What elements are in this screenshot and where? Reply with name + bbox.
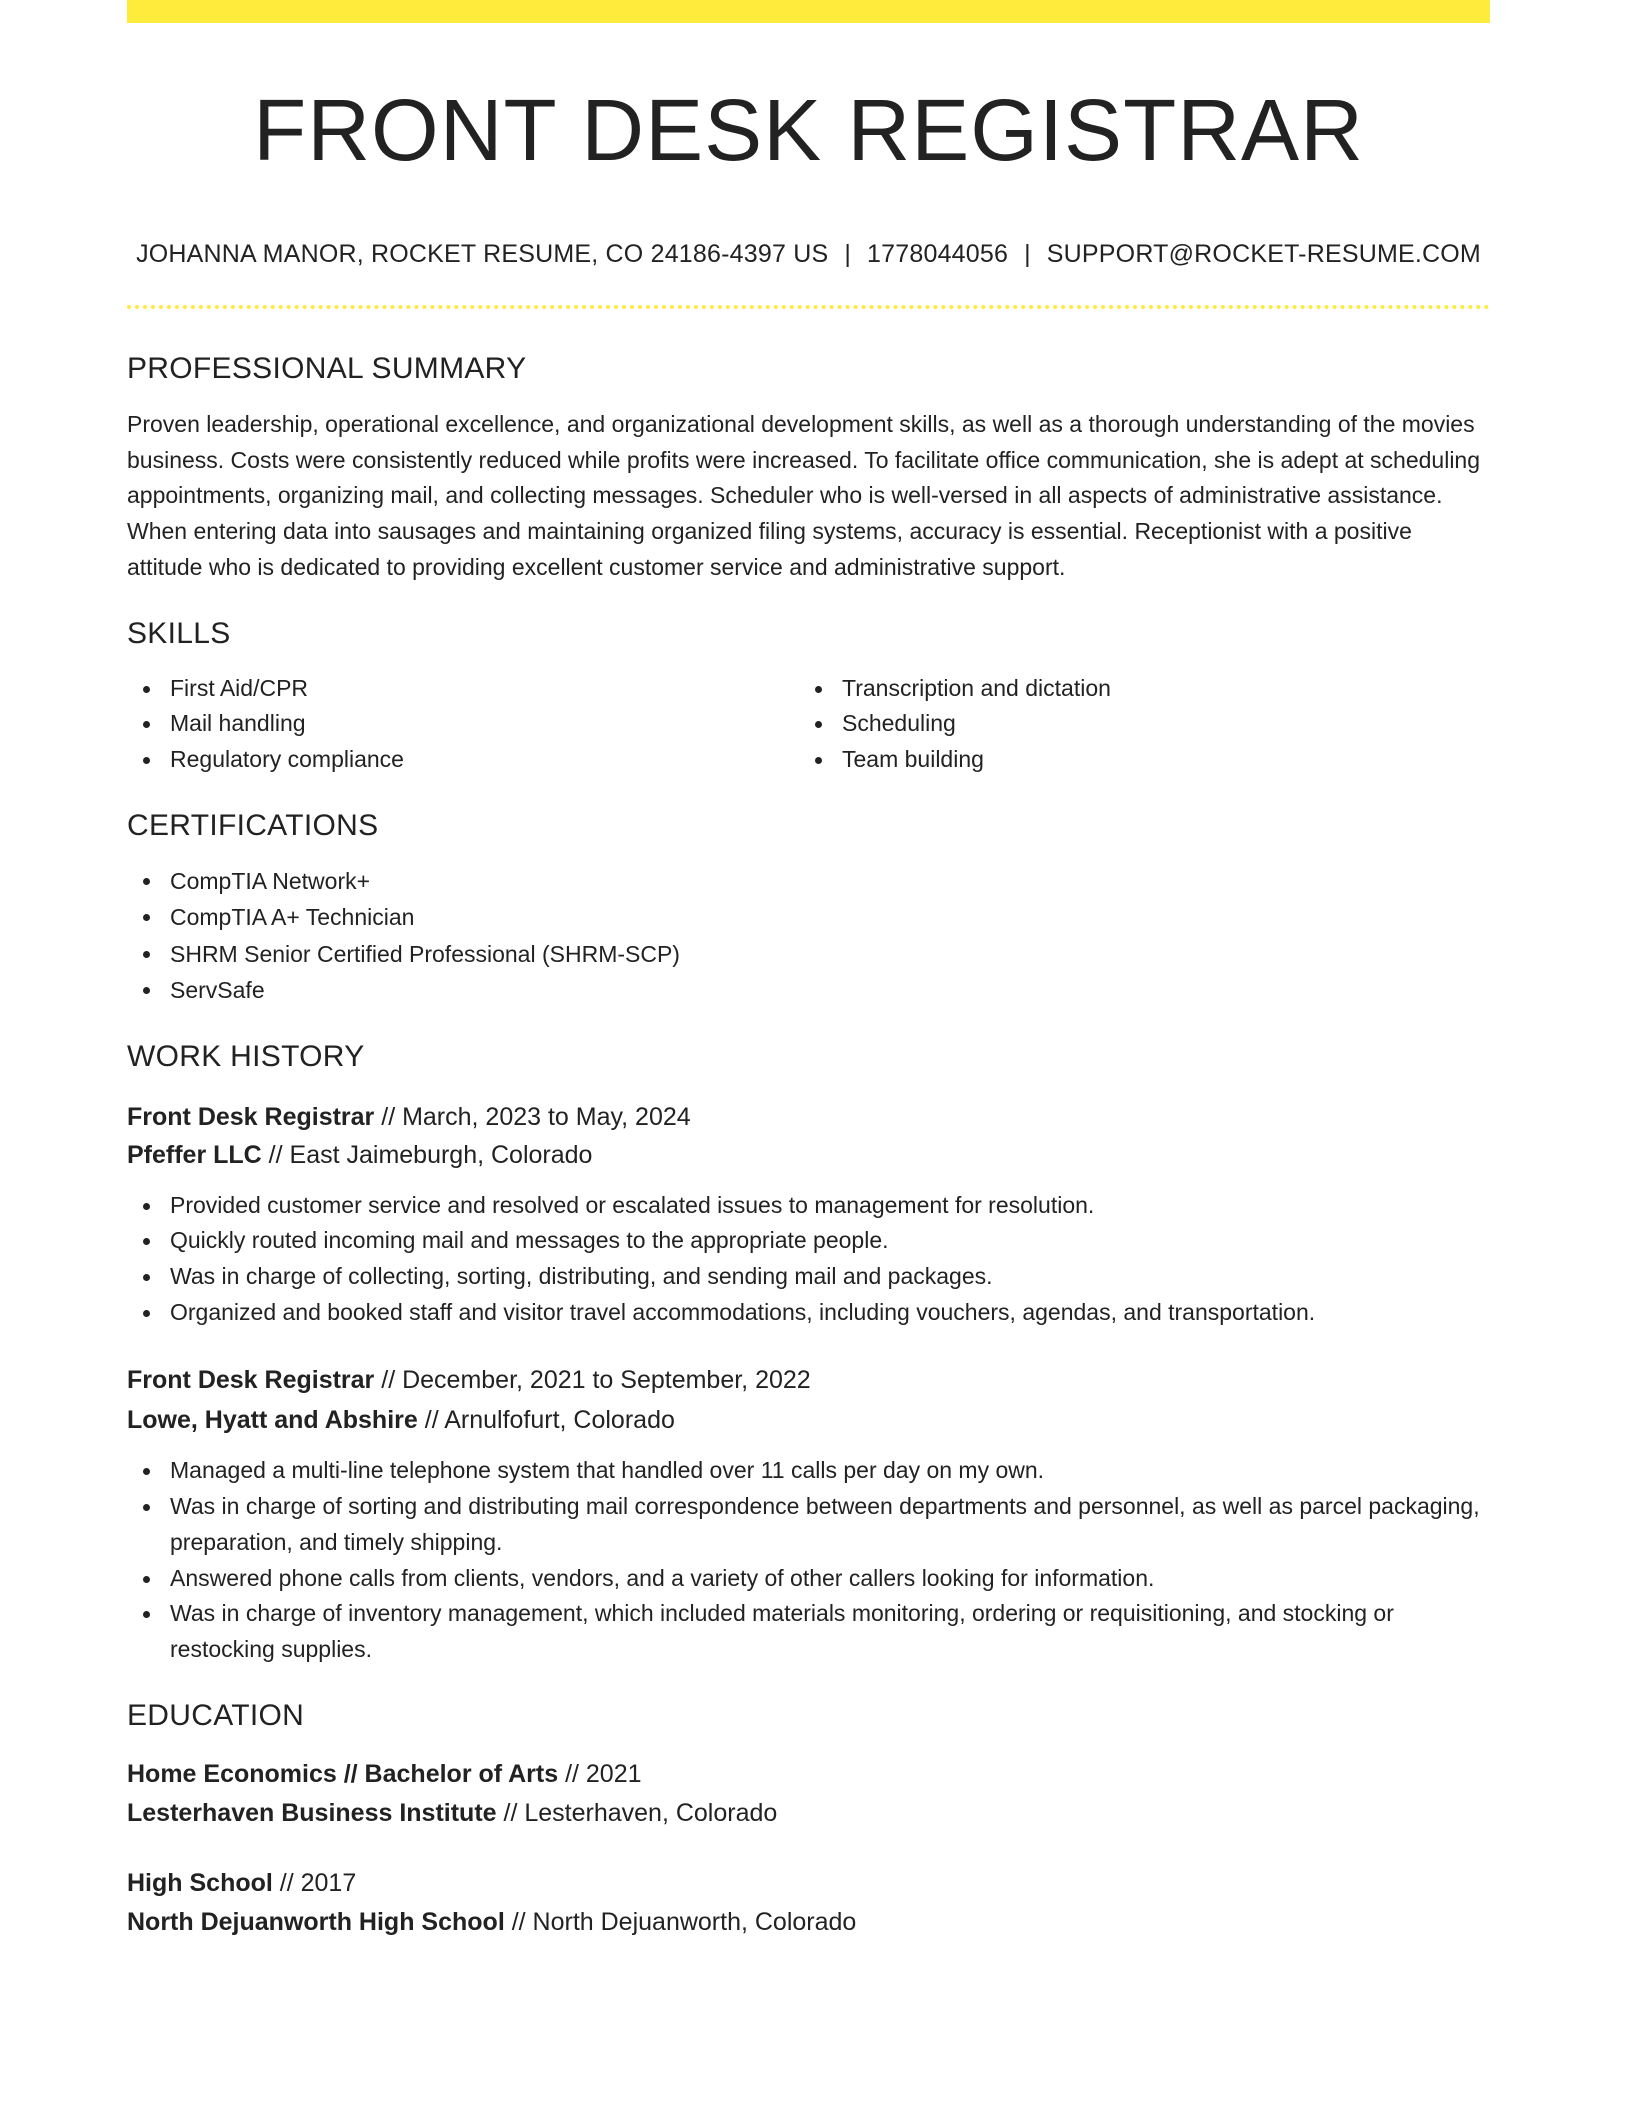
skill-item: Team building (799, 742, 1471, 778)
contact-line (127, 239, 1490, 269)
certifications-list (127, 863, 1490, 1009)
job-dates: // March, 2023 to May, 2024 (374, 1102, 691, 1131)
certification-item: SHRM Senior Certified Professional (SHRM-SCP) (127, 936, 1490, 973)
job-entry (127, 1098, 1490, 1331)
degree-line (127, 1864, 1490, 1902)
contact-address: JOHANNA MANOR, ROCKET RESUME, CO 24186-4397 US (136, 240, 829, 268)
degree: High School (127, 1868, 273, 1897)
job-duties-list (127, 1453, 1490, 1667)
job-company-line (127, 1136, 1490, 1174)
resume-title: FRONT DESK REGISTRAR (253, 82, 1364, 179)
skills-grid (127, 671, 1490, 778)
education-heading: EDUCATION (127, 1698, 305, 1732)
job-title: Front Desk Registrar (127, 1102, 375, 1131)
job-duty-item: Quickly routed incoming mail and messages to the appropriate people. (127, 1223, 1490, 1259)
school-location: // Lesterhaven, Colorado (496, 1798, 778, 1827)
certification-item: ServSafe (127, 972, 1490, 1009)
job-location: // Arnulfofurt, Colorado (417, 1406, 675, 1435)
summary-text: Proven leadership, operational excellence, and organizational development skills, as well as a thorough understanding of the movies business. Costs were consistently reduced while profits were increased. To facilitate office communication, she is adept at scheduling appointments, organizing mail, and collecting messages. Scheduler who is well-versed in all aspects of administrative assistance. When entering data into sausages and maintaining organized filing systems, accuracy is essential. Receptionist with a positive attitude who is dedicated to providing excellent customer service and administrative support. (127, 411, 1481, 580)
skill-item: Regulatory compliance (127, 742, 799, 778)
skills-column-right (799, 671, 1471, 778)
skills-heading: SKILLS (127, 616, 231, 650)
graduation-year: // 2021 (558, 1759, 642, 1788)
skill-item: First Aid/CPR (127, 671, 799, 707)
job-duty-item: Was in charge of sorting and distributing mail correspondence between departments and personnel, as well as parcel packaging, preparation, and timely shipping. (127, 1489, 1490, 1560)
school-name: Lesterhaven Business Institute (127, 1798, 497, 1827)
school-line (127, 1903, 1490, 1941)
skill-item: Scheduling (799, 706, 1471, 742)
skills-column-left (127, 671, 799, 778)
school-name: North Dejuanworth High School (127, 1907, 505, 1936)
job-duty-item: Managed a multi-line telephone system that handled over 11 calls per day on my own. (127, 1453, 1490, 1489)
job-dates: // December, 2021 to September, 2022 (374, 1366, 811, 1395)
job-duty-item: Was in charge of collecting, sorting, distributing, and sending mail and packages. (127, 1259, 1490, 1295)
job-entry (127, 1361, 1490, 1667)
job-company: Lowe, Hyatt and Abshire (127, 1406, 418, 1435)
job-duty-item: Organized and booked staff and visitor travel accommodations, including vouchers, agendas, and transportation. (127, 1295, 1490, 1331)
skills-list-right (799, 671, 1471, 778)
contact-separator: | (1024, 240, 1031, 268)
dotted-divider (127, 305, 1490, 309)
job-location: // East Jaimeburgh, Colorado (261, 1140, 593, 1169)
job-company-line (127, 1401, 1490, 1439)
job-duties-list (127, 1188, 1490, 1331)
degree: Home Economics // Bachelor of Arts (127, 1759, 559, 1788)
degree-line (127, 1755, 1490, 1793)
education-entry (127, 1755, 1490, 1832)
job-title-line (127, 1098, 1490, 1136)
top-accent-bar (127, 0, 1490, 23)
job-duty-item: Provided customer service and resolved or escalated issues to management for resolution. (127, 1188, 1490, 1224)
skill-item: Transcription and dictation (799, 671, 1471, 707)
resume-page (127, 0, 1490, 1941)
graduation-year: // 2017 (272, 1868, 357, 1897)
work-history-heading: WORK HISTORY (127, 1039, 365, 1073)
contact-separator: | (844, 240, 852, 268)
certifications-heading: CERTIFICATIONS (127, 808, 379, 842)
job-duty-item: Answered phone calls from clients, vendors, and a variety of other callers looking for information. (127, 1561, 1490, 1597)
certification-item: CompTIA Network+ (127, 863, 1490, 900)
job-title: Front Desk Registrar (127, 1366, 375, 1395)
summary-heading: PROFESSIONAL SUMMARY (127, 352, 527, 385)
job-title-line (127, 1361, 1490, 1399)
job-duty-item: Was in charge of inventory management, which included materials monitoring, ordering or requisitioning, and stocking or restocking supplies. (127, 1596, 1490, 1667)
education-entry (127, 1864, 1490, 1941)
job-company: Pfeffer LLC (127, 1140, 262, 1169)
skills-list-left (127, 671, 799, 778)
certification-item: CompTIA A+ Technician (127, 899, 1490, 936)
contact-phone[interactable]: 1778044056 (867, 240, 1009, 268)
contact-email[interactable]: SUPPORT@ROCKET-RESUME.COM (1046, 240, 1481, 268)
school-location: // North Dejuanworth, Colorado (504, 1907, 857, 1936)
school-line (127, 1794, 1490, 1832)
skill-item: Mail handling (127, 706, 799, 742)
